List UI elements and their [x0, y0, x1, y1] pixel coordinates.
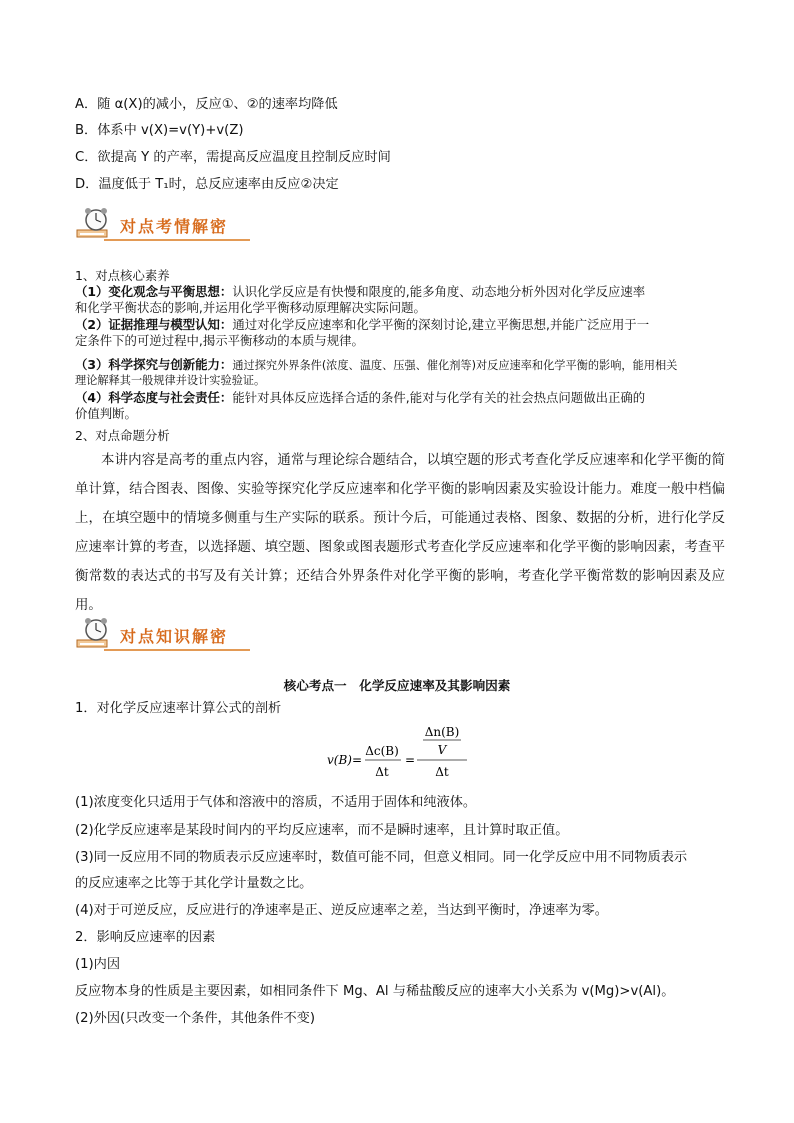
literacy-line-6: 理论解释其一般规律并设计实验验证。	[75, 374, 266, 387]
external-cause-title: (2)外因(只改变一个条件，其他条件不变)	[75, 1011, 315, 1026]
formula-lhs: v(B)=	[327, 753, 363, 767]
alarm-clock-icon	[76, 618, 116, 649]
literacy-line-3: （2）证据推理与模型认知：通过对化学反应速率和化学平衡的深刻讨论,建立平衡思想,并能广泛应用于一	[75, 317, 650, 332]
formula-eq: =	[405, 753, 416, 767]
analysis-paragraph: 本讲内容是高考的重点内容，通常与理论综合题结合，以填空题的形式考查化学反应速率和化学平衡的简单计算，结合图表、图像、实验等探究化学反应速率和化学平衡的影响因素及实验设计能力。难度一般中档偏上，在填空题中的情境多侧重与生产实际的联系。预计今后，可能通过表格、图象、数据的分析，进行化学反应速率计算的考查，以选择题、填空题、图象或图表题形式考查化学反应速率和化学平衡的影响因素，考查平衡常数的表达式的书写及有关计算；还结合外界条件对化学平衡的影响，考查化学平衡常数的影响因素及应用。	[75, 453, 725, 613]
formula-num2-bot: V	[437, 743, 447, 757]
core-point-title: 核心考点一 化学反应速率及其影响因素	[283, 678, 511, 693]
alarm-clock-icon	[76, 208, 116, 239]
banner-underline	[104, 649, 250, 651]
point2-title: 2．影响反应速率的因素	[75, 930, 216, 945]
option-b: B．体系中 v(X)=v(Y)+v(Z)	[75, 123, 244, 138]
literacy-line-4: 定条件下的可逆过程中,揭示平衡移动的本质与规律。	[75, 333, 364, 348]
literacy-line-5: （3）科学探究与创新能力：通过探究外界条件(浓度、温度、压强、催化剂等)对反应速率和化学平衡的影响，能用相关	[75, 357, 678, 372]
option-d: D．温度低于 T₁时，总反应速率由反应②决定	[75, 177, 339, 192]
banner-underline	[104, 239, 250, 241]
literacy-line-8: 价值判断。	[75, 406, 137, 421]
note-1: (1)浓度变化只适用于气体和溶液中的溶质，不适用于固体和纯液体。	[75, 795, 477, 810]
formula-num1: Δc(B)	[365, 744, 399, 758]
note-2: (2)化学反应速率是某段时间内的平均反应速率，而不是瞬时速率，且计算时取正值。	[75, 823, 569, 838]
formula-den1: Δt	[375, 765, 389, 779]
formula-num2-top: Δn(B)	[424, 726, 460, 739]
note-3-cont: 的反应速率之比等于其化学计量数之比。	[75, 876, 313, 891]
rate-formula	[327, 726, 477, 782]
internal-cause-title: (1)内因	[75, 957, 121, 972]
section-banner-exam-analysis	[74, 207, 250, 241]
internal-cause-text: 反应物本身的性质是主要因素，如相同条件下 Mg、Al 与稀盐酸反应的速率大小关系为 v(Mg)>v(Al)。	[75, 984, 675, 999]
option-a: A．随 α(X)的减小，反应①、②的速率均降低	[75, 97, 338, 112]
option-c: C．欲提高 Y 的产率，需提高反应温度且控制反应时间	[75, 150, 391, 165]
formula-den2: Δt	[435, 765, 449, 779]
banner-title: 对点知识解密	[120, 627, 229, 646]
note-4: (4)对于可逆反应，反应进行的净速率是正、逆反应速率之差，当达到平衡时，净速率为零。	[75, 903, 608, 918]
section-title-proposition-analysis: 2、对点命题分析	[75, 428, 170, 443]
note-3: (3)同一反应用不同的物质表示反应速率时，数值可能不同，但意义相同。同一化学反应中用不同物质表示	[75, 850, 688, 865]
section-title-core-literacy: 1、对点核心素养	[75, 268, 170, 283]
point1-title: 1．对化学反应速率计算公式的剖析	[75, 701, 282, 716]
literacy-line-1: （1）变化观念与平衡思想：认识化学反应是有快慢和限度的,能多角度、动态地分析外因对化学反应速率	[75, 284, 646, 299]
section-banner-knowledge	[74, 617, 250, 651]
literacy-line-2: 和化学平衡状态的影响,并运用化学平衡移动原理解决实际问题。	[75, 300, 426, 315]
banner-title: 对点考情解密	[120, 217, 229, 236]
literacy-line-7: （4）科学态度与社会责任：能针对具体反应选择合适的条件,能对与化学有关的社会热点问题做出正确的	[75, 390, 646, 405]
